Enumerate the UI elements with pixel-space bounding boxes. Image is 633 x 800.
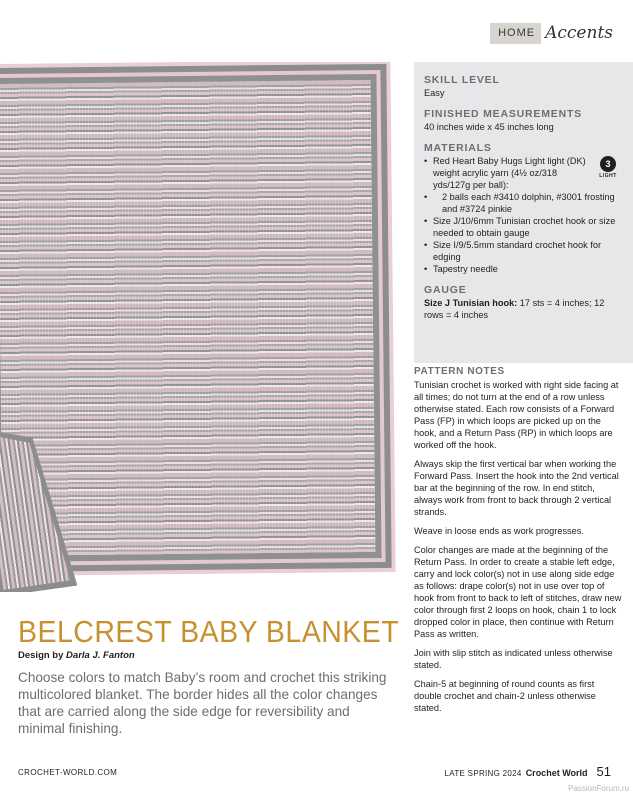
- pattern-note-paragraph: Color changes are made at the beginning of the Return Pass. In order to create a stable left edge, carry and lock color(s) not in use along side edge as follows: drape color(s) not in use over top of hook from front to back to left of stitches, draw new color through first 2 loops on hook, chain 1 to lock dropped color in place, then continue with Return Pass as written.: [414, 545, 622, 639]
- page-number: 51: [596, 764, 611, 779]
- gauge-value: [424, 297, 623, 321]
- info-sidebar: [414, 62, 633, 363]
- material-subitem: [424, 191, 623, 215]
- blanket-photo: [0, 62, 406, 592]
- article-byline: [18, 650, 135, 661]
- measurements-section: [424, 108, 623, 133]
- gauge-text: 17 sts = 4 inches; 12 rows = 4 inches: [424, 298, 605, 320]
- gauge-hook: Size J Tunisian hook:: [424, 298, 518, 308]
- skill-value: Easy: [424, 88, 445, 98]
- section-header: [490, 22, 613, 44]
- pattern-notes: [414, 366, 623, 721]
- section-accents-label: Accents: [545, 23, 613, 43]
- materials-list: [424, 155, 623, 275]
- watermark: PassionForum.ru: [568, 784, 629, 793]
- pattern-note-paragraph: Chain-5 at beginning of round counts as first double crochet and chain-2 unless otherwise stated.: [414, 679, 596, 713]
- footer-magazine: Crochet World: [525, 768, 588, 778]
- article-intro: Choose colors to match Baby’s room and crochet this striking multicolored blanket. The border hides all the color changes that are carried along the side edge for reversibility and minimal finishing.: [18, 670, 387, 736]
- gauge-section: [424, 284, 623, 321]
- materials-heading: MATERIALS: [424, 142, 492, 154]
- skill-section: [424, 74, 623, 99]
- yarn-weight-label: LIGHT: [599, 173, 617, 179]
- footer-issue-info: [445, 764, 611, 779]
- footer-site: CROCHET-WORLD.COM: [18, 768, 118, 777]
- materials-section: [424, 142, 623, 275]
- pattern-note-paragraph: Weave in loose ends as work progresses.: [414, 526, 584, 536]
- yarn-weight-number: 3: [600, 156, 616, 172]
- designer-name: Darla J. Fanton: [66, 650, 135, 661]
- material-item: • Tapestry needle: [424, 263, 623, 275]
- measurements-value: 40 inches wide x 45 inches long: [424, 122, 554, 132]
- article-title: BELCREST BABY BLANKET: [18, 614, 400, 649]
- pattern-note-paragraph: Always skip the first vertical bar when working the Forward Pass. Insert the hook into the 2nd vertical bar at the beginning of the row. In end stitch, always work from front to back through 2 vertical strands.: [414, 459, 619, 517]
- material-item: • Red Heart Baby Hugs Light light (DK) weight acrylic yarn (4½ oz/318 yds/127g per ball):: [424, 155, 623, 191]
- skill-heading: SKILL LEVEL: [424, 74, 500, 86]
- material-item: • Size I/9/5.5mm standard crochet hook for edging: [424, 239, 623, 263]
- pattern-note-paragraph: Join with slip stitch as indicated unless otherwise stated.: [414, 648, 613, 670]
- byline-prefix: Design by: [18, 650, 67, 661]
- pattern-note-paragraph: Tunisian crochet is worked with right side facing at all times; do not turn at the end of a row unless otherwise stated. Each row consists of a Forward Pass (FP) in which loops are picked up on the hook, and a Return Pass (RP) in which loops are worked off the hook.: [414, 380, 619, 450]
- section-home-label: HOME: [490, 23, 541, 44]
- footer-issue: LATE SPRING 2024: [444, 769, 522, 778]
- material-subitem-text: 2 balls each #3410 dolphin, #3001 frosting and #3724 pinkie: [442, 192, 615, 214]
- material-item: • Size J/10/6mm Tunisian crochet hook or size needed to obtain gauge: [424, 215, 623, 239]
- gauge-heading: GAUGE: [424, 284, 467, 296]
- measurements-heading: FINISHED MEASUREMENTS: [424, 108, 582, 120]
- pattern-notes-heading: PATTERN NOTES: [414, 366, 505, 377]
